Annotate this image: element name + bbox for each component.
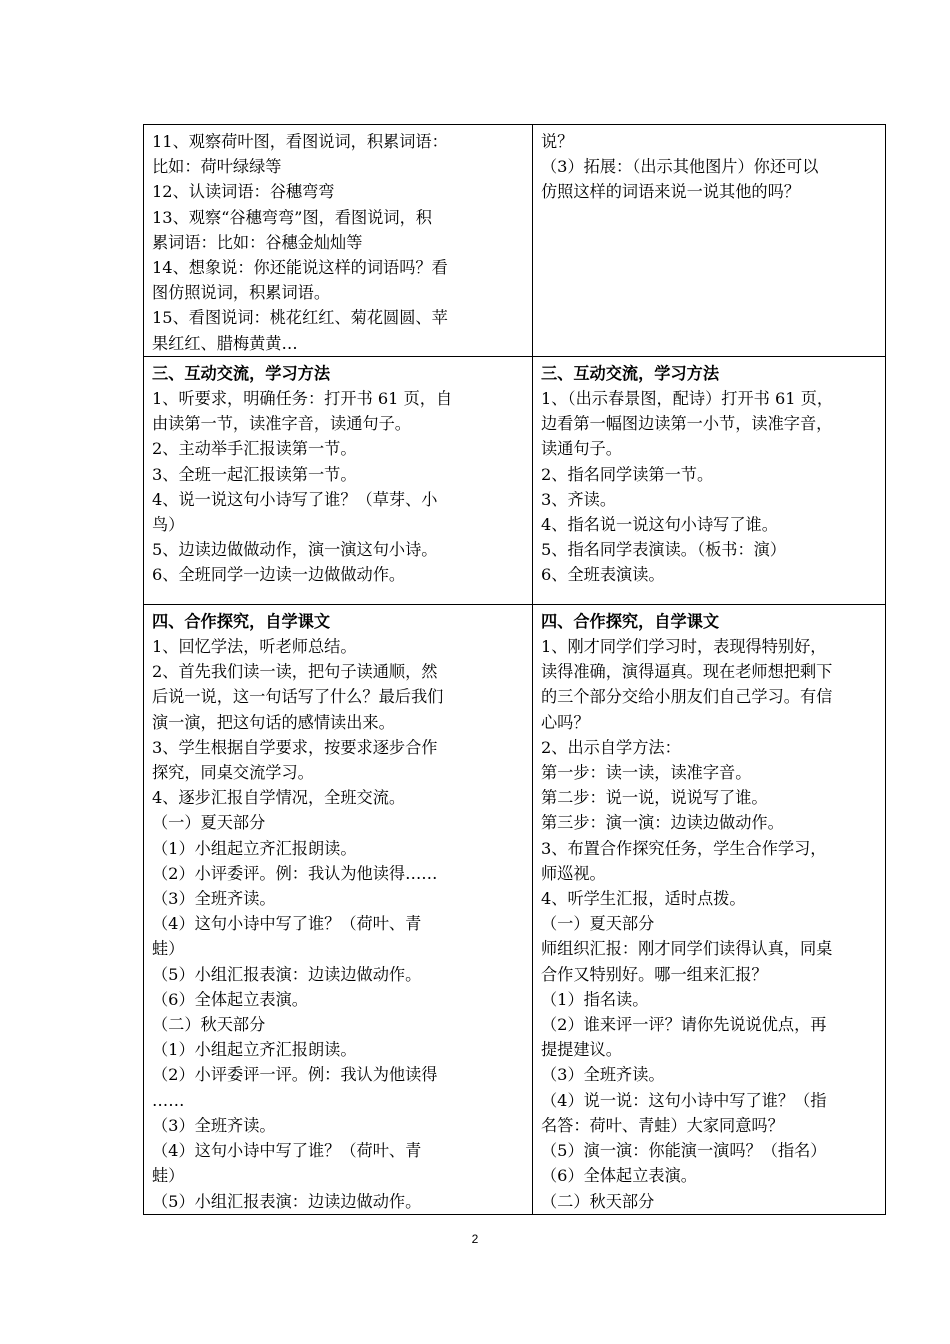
lesson-plan-table	[143, 124, 886, 1215]
section-heading: 三、互动交流，学习方法	[541, 363, 720, 383]
text-line: 12、认读词语：谷穗弯弯	[152, 182, 335, 202]
teacher-activity-cell	[533, 356, 886, 604]
teacher-activity-cell	[533, 604, 886, 1214]
text-line: 边看第一幅图边读第一小节，读准字音，	[541, 414, 833, 434]
text-line: 4、指名说一说这句小诗写了谁。	[541, 515, 778, 535]
text-line: 由读第一节，读准字音，读通句子。	[152, 414, 411, 434]
text-line: 图仿照说词，积累词语。	[152, 283, 331, 303]
page-number: 2	[471, 1232, 479, 1246]
text-line: 名答：荷叶、青蛙）大家同意吗？	[541, 1115, 784, 1135]
text-line: 5、边读边做做动作，演一演这句小诗。	[152, 540, 438, 560]
text-line: 比如：荷叶绿绿等	[152, 157, 282, 177]
text-line: 3、学生根据自学要求，按要求逐步合作	[152, 737, 438, 757]
text-line: 演一演，把这句话的感情读出来。	[152, 712, 395, 732]
text-line: 第一步：读一读，读准字音。	[541, 763, 752, 783]
teacher-activity-cell	[533, 125, 886, 357]
text-line: （1）小组起立齐汇报朗读。	[152, 838, 357, 858]
text-line: （2）小评委评。例：我认为他读得……	[152, 863, 438, 883]
text-line: 2、出示自学方法：	[541, 737, 681, 757]
text-line: 2、首先我们读一读，把句子读通顺，然	[152, 662, 438, 682]
text-line: 探究，同桌交流学习。	[152, 763, 314, 783]
text-line: 蛙）	[152, 1166, 185, 1186]
text-line: 4、逐步汇报自学情况，全班交流。	[152, 788, 406, 808]
section-heading: 四、合作探究，自学课文	[152, 611, 331, 631]
text-line: （5）演一演：你能演一演吗？（指名）	[541, 1141, 827, 1161]
text-line: （二）秋天部分	[541, 1191, 655, 1211]
text-line: 15、看图说词：桃花红红、菊花圆圆、苹	[152, 308, 448, 328]
text-line: 1、（出示春景图，配诗）打开书 61 页，	[541, 389, 834, 409]
text-line: 13、观察“谷穗弯弯”图，看图说词，积	[152, 207, 432, 227]
text-line: （1）小组起立齐汇报朗读。	[152, 1040, 357, 1060]
text-line: 3、齐读。	[541, 489, 617, 509]
text-line: 师组织汇报：刚才同学们读得认真，同桌	[541, 939, 833, 959]
text-line: 第二步：说一说，说说写了谁。	[541, 788, 768, 808]
text-line: （2）小评委评一评。例：我认为他读得	[152, 1065, 438, 1085]
text-line: （二）秋天部分	[152, 1015, 266, 1035]
table-row	[144, 604, 886, 1214]
text-line: 14、想象说：你还能说这样的词语吗？看	[152, 258, 448, 278]
text-line: 累词语：比如：谷穗金灿灿等	[152, 232, 363, 252]
text-line: 的三个部分交给小朋友们自己学习。有信	[541, 687, 833, 707]
text-line: 仿照这样的词语来说一说其他的吗？	[541, 182, 800, 202]
section-heading: 三、互动交流，学习方法	[152, 363, 331, 383]
text-line: 鸟）	[152, 515, 185, 535]
text-line: 11、观察荷叶图，看图说词，积累词语：	[152, 132, 448, 151]
student-activity-cell	[144, 125, 533, 357]
text-line: （一）夏天部分	[152, 813, 266, 833]
text-line: （3）全班齐读。	[152, 889, 276, 909]
text-line: 2、主动举手汇报读第一节。	[152, 439, 357, 459]
text-line: 心吗？	[541, 712, 590, 732]
text-line: 合作又特别好。哪一组来汇报？	[541, 964, 768, 984]
text-line: 6、全班表演读。	[541, 565, 665, 585]
student-activity-cell	[144, 604, 533, 1214]
text-line: 读通句子。	[541, 439, 622, 459]
text-line: 3、全班一起汇报读第一节。	[152, 464, 357, 484]
text-line: 4、说一说这句小诗写了谁？（草芽、小	[152, 489, 438, 509]
text-line: （3）全班齐读。	[541, 1065, 665, 1085]
section-heading: 四、合作探究，自学课文	[541, 611, 720, 631]
table-row	[144, 356, 886, 604]
text-line: 蛙）	[152, 939, 185, 959]
text-line: 3、布置合作探究任务，学生合作学习，	[541, 838, 827, 858]
text-line: 2、指名同学读第一节。	[541, 464, 714, 484]
text-line: 1、刚才同学们学习时，表现得特别好，	[541, 637, 827, 657]
text-line: 5、指名同学表演读。（板书：演）	[541, 540, 787, 560]
table-body	[144, 125, 886, 1215]
text-line: （4）这句小诗中写了谁？（荷叶、青	[152, 1141, 422, 1161]
text-line: 6、全班同学一边读一边做做动作。	[152, 565, 406, 585]
text-line: （5）小组汇报表演：边读边做动作。	[152, 964, 422, 984]
text-line: 4、听学生汇报，适时点拨。	[541, 889, 746, 909]
text-line: （4）这句小诗中写了谁？（荷叶、青	[152, 914, 422, 934]
text-line: （3）全班齐读。	[152, 1115, 276, 1135]
table-row	[144, 125, 886, 357]
text-line: 第三步：演一演：边读边做动作。	[541, 813, 784, 833]
text-line: （4）说一说：这句小诗中写了谁？（指	[541, 1090, 827, 1110]
text-line: （5）小组汇报表演：边读边做动作。	[152, 1191, 422, 1211]
text-line: （2）谁来评一评？请你先说说优点，再	[541, 1015, 827, 1035]
text-line: 1、回忆学法，听老师总结。	[152, 637, 357, 657]
text-line: 师巡视。	[541, 863, 606, 883]
student-activity-cell	[144, 356, 533, 604]
text-line: ……	[152, 1090, 185, 1110]
text-line: （6）全体起立表演。	[541, 1166, 697, 1186]
text-line: 读得准确，演得逼真。现在老师想把剩下	[541, 662, 833, 682]
text-line: （6）全体起立表演。	[152, 989, 308, 1009]
text-line: （1）指名读。	[541, 989, 649, 1009]
text-line: 说？	[541, 132, 574, 151]
text-line: （一）夏天部分	[541, 914, 655, 934]
text-line: 1、听要求，明确任务：打开书 61 页，自	[152, 389, 453, 409]
text-line: （3）拓展：（出示其他图片）你还可以	[541, 157, 819, 177]
text-line: 果红红、腊梅黄黄…	[152, 333, 298, 353]
text-line: 后说一说，这一句话写了什么？最后我们	[152, 687, 444, 707]
text-line: 提提建议。	[541, 1040, 622, 1060]
